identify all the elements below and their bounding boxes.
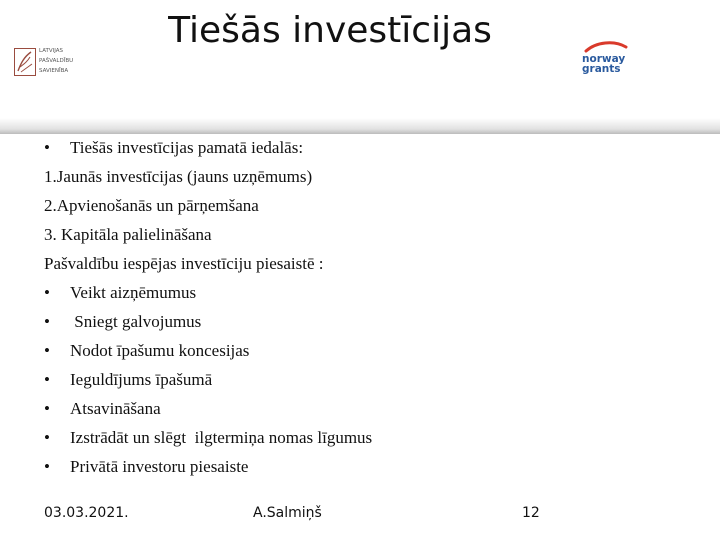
content-bullet-item: [44, 394, 664, 423]
norway-grants-logo: [576, 40, 636, 80]
content-line: 1.Jaunās investīcijas (jauns uzņēmums): [44, 167, 313, 186]
content-bullet-item: [44, 452, 664, 481]
footer-page-number: 12: [522, 505, 540, 521]
bullet-text: Nodot īpašumu koncesijas: [70, 341, 250, 360]
slide-title: Tiešās investīcijas: [168, 10, 492, 51]
bullet-text: Privātā investoru piesaiste: [70, 457, 249, 476]
bullet-marker: •: [44, 428, 50, 447]
bullet-text: Izstrādāt un slēgt ilgtermiņa nomas līgumus: [70, 428, 373, 447]
lps-logo-line: LATVIJAS: [39, 48, 64, 54]
bullet-marker: •: [44, 457, 50, 476]
slide-body: [44, 133, 664, 481]
norway-grants-text: [582, 54, 625, 74]
header-divider-shadow: [0, 118, 720, 134]
bullet-text: Ieguldījums īpašumā: [70, 370, 213, 389]
bullet-text: Veikt aizņēmumus: [70, 283, 197, 302]
bullet-marker: •: [44, 399, 50, 418]
content-bullet-item: [44, 423, 664, 452]
bullet-marker: •: [44, 341, 50, 360]
bullet-text: Atsavināšana: [70, 399, 161, 418]
norway-grants-line: norway: [582, 53, 626, 65]
footer-author: A.Salmiņš: [253, 505, 322, 521]
bullet-marker: •: [44, 283, 50, 302]
content-line: 2.Apvienošanās un pārņemšana: [44, 196, 259, 215]
content-line: 3. Kapitāla palielināšana: [44, 225, 212, 244]
slide-header: [0, 0, 720, 130]
norway-grants-swoosh-icon: [584, 40, 628, 54]
bullet-text: Sniegt galvojumus: [70, 312, 202, 331]
lps-logo-line: PAŠVALDĪBU: [39, 58, 74, 64]
content-bullet-item: [44, 278, 664, 307]
latvijas-pasvaldibu-savieniba-logo: [14, 46, 104, 80]
content-bullet-item: [44, 133, 664, 162]
lps-emblem-icon: [14, 48, 36, 76]
bullet-marker: •: [44, 370, 50, 389]
content-bullet-item: [44, 365, 664, 394]
bullet-marker: •: [44, 312, 50, 331]
norway-grants-line: grants: [582, 63, 621, 75]
content-bullet-item: [44, 307, 664, 336]
bullet-marker: •: [44, 138, 50, 157]
lps-logo-line: SAVIENĪBA: [39, 68, 69, 74]
footer-date: 03.03.2021.: [44, 505, 129, 521]
content-bullet-item: [44, 336, 664, 365]
bullet-text: Tiešās investīcijas pamatā iedalās:: [70, 138, 304, 157]
content-line: Pašvaldību iespējas investīciju piesaistē :: [44, 254, 324, 273]
